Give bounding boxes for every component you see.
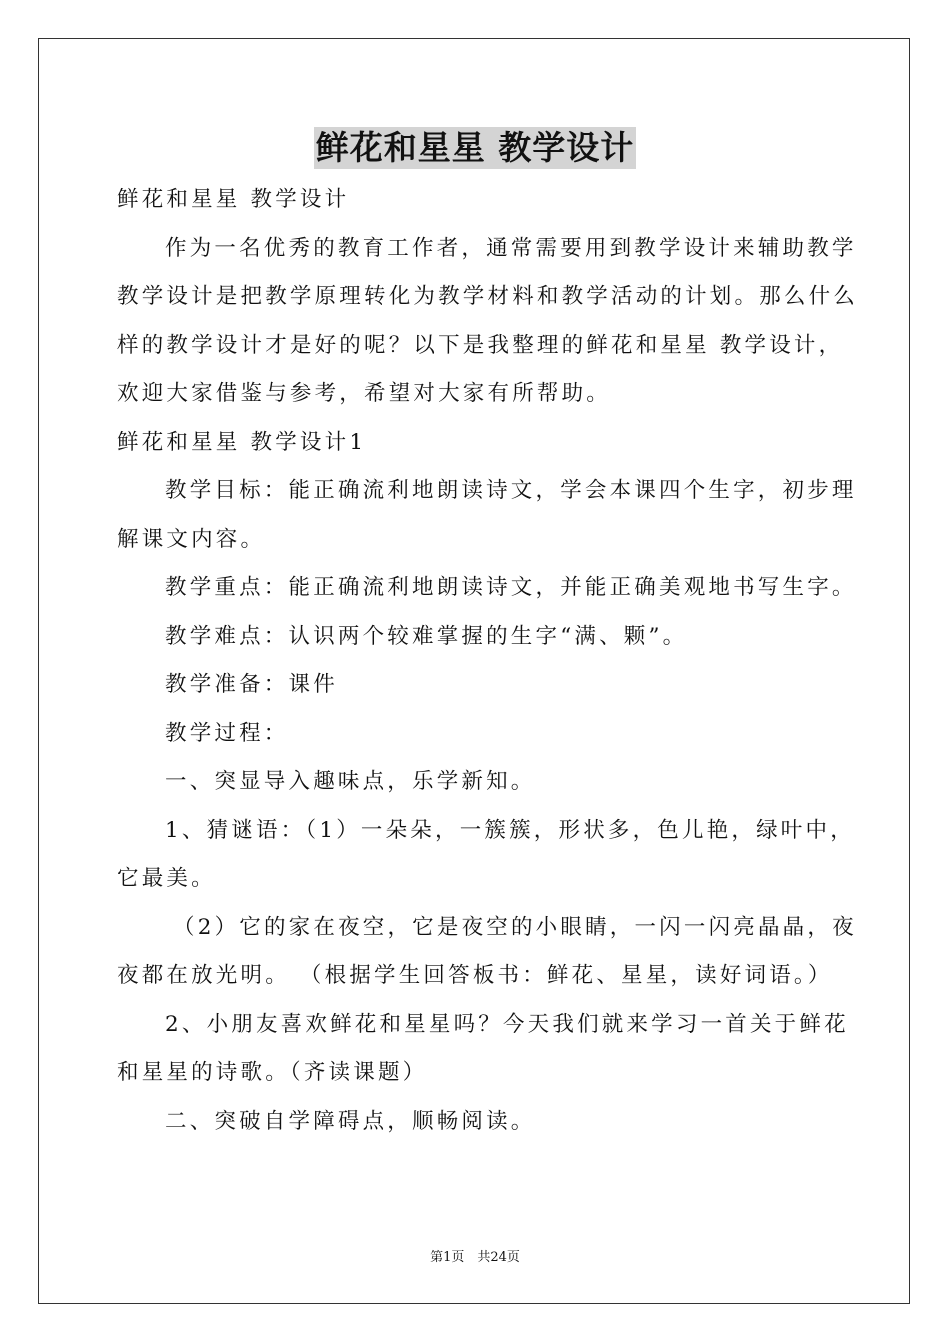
document-title: 鲜花和星星 教学设计 <box>315 128 635 167</box>
document-body <box>117 176 859 1146</box>
paragraph-line: 和星星的诗歌。（齐读课题） <box>117 1060 428 1085</box>
paragraph-line: （2）它的家在夜空，它是夜空的小眼睛，一闪一闪亮晶晶，夜 <box>173 914 857 940</box>
section-heading: 鲜花和星星 教学设计1 <box>117 429 367 455</box>
paragraph-line: 作为一名优秀的教育工作者，通常需要用到教学设计来辅助教学 <box>165 235 857 261</box>
paragraph-line: 2、小朋友喜欢鲜花和星星吗？今天我们就来学习一首关于鲜花 <box>165 1011 849 1037</box>
paragraph-line: 教学准备：课件 <box>165 672 338 697</box>
paragraph-line: 教学设计是把教学原理转化为教学材料和教学活动的计划。那么什么 <box>117 284 859 309</box>
paragraph-line: 教学目标：能正确流利地朗读诗文，学会本课四个生字，初步理 <box>165 478 857 503</box>
paragraph-line: 教学重点：能正确流利地朗读诗文，并能正确美观地书写生字。 <box>165 575 857 600</box>
page-number-label: 第1页 共24页 <box>430 1250 520 1265</box>
paragraph-line: 教学过程： <box>165 720 289 746</box>
paragraph-line: 1、猜谜语：（1）一朵朵，一簇簇，形状多，色儿艳，绿叶中， <box>165 817 855 843</box>
page-footer <box>0 1250 950 1266</box>
paragraph-line: 一、突显导入趣味点，乐学新知。 <box>165 769 536 794</box>
paragraph-line: 二、突破自学障碍点，顺畅阅读。 <box>165 1108 536 1134</box>
title-container <box>0 127 950 169</box>
paragraph-line: 欢迎大家借鉴与参考，希望对大家有所帮助。 <box>117 381 612 406</box>
paragraph-line: 夜都在放光明。 （根据学生回答板书：鲜花、星星，读好词语。） <box>117 963 833 988</box>
paragraph-line: 教学难点：认识两个较难掌握的生字“满、颗”。 <box>165 623 688 649</box>
paragraph-line: 解课文内容。 <box>117 526 266 552</box>
paragraph-line: 样的教学设计才是好的呢？以下是我整理的鲜花和星星 教学设计， <box>117 332 844 358</box>
paragraph-line: 它最美。 <box>117 866 216 891</box>
subtitle-line: 鲜花和星星 教学设计 <box>117 187 350 212</box>
